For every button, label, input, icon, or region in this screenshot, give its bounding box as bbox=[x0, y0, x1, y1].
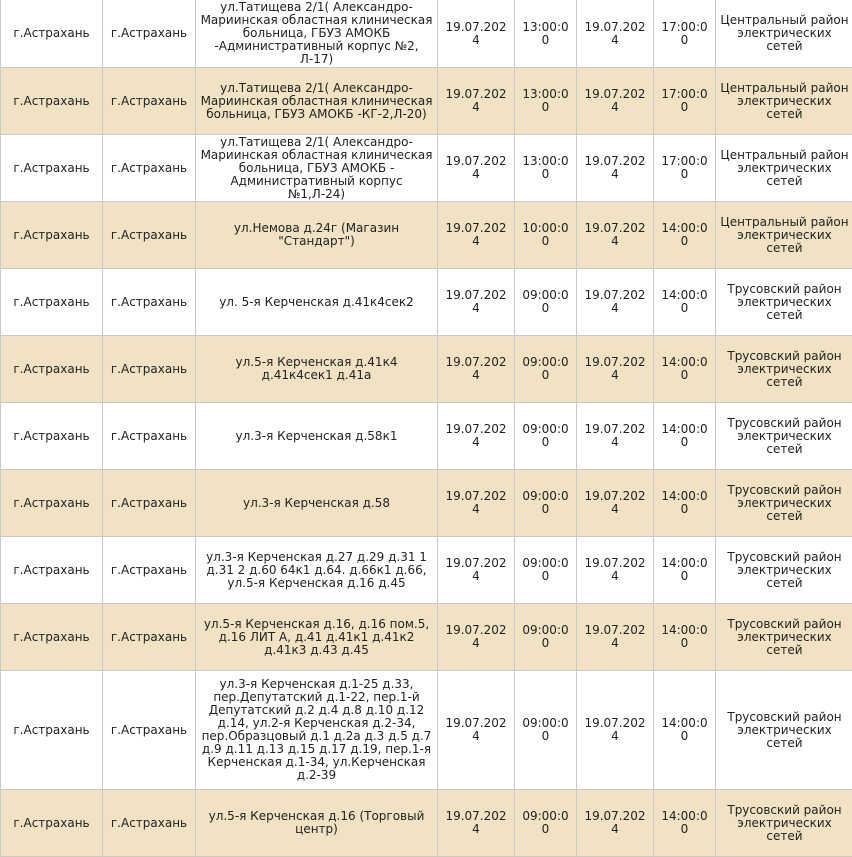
city-cell: г.Астрахань bbox=[103, 470, 196, 537]
city-cell: г.Астрахань bbox=[103, 336, 196, 403]
start-time-cell: 09:00:00 bbox=[515, 336, 577, 403]
table-row bbox=[1, 68, 852, 135]
city-cell: г.Астрахань bbox=[103, 671, 196, 790]
start-date-cell: 19.07.2024 bbox=[438, 470, 515, 537]
end-time-cell: 14:00:00 bbox=[654, 202, 716, 269]
region-cell: г.Астрахань bbox=[1, 403, 103, 470]
region-cell: г.Астрахань bbox=[1, 68, 103, 135]
region-cell: г.Астрахань bbox=[1, 537, 103, 604]
table-row bbox=[1, 537, 852, 604]
city-cell: г.Астрахань bbox=[103, 403, 196, 470]
start-date-cell: 19.07.2024 bbox=[438, 135, 515, 202]
start-time-cell: 10:00:00 bbox=[515, 202, 577, 269]
start-time-cell: 09:00:00 bbox=[515, 790, 577, 857]
end-date-cell: 19.07.2024 bbox=[577, 336, 654, 403]
address-cell: ул.3-я Керченская д.1-25 д.33, пер.Депутатский д.1-22, пер.1-й Депутатский д.2 д.4 д.8 д.10 д.12 д.14, ул.2-я Керченская д.2-34, пер.Образцовый д.1 д.2а д.3 д.5 д.7 д.9 д.11 д.13 д.15 д.17 д.19, пер.1-я Керченская д.1-34, ул.Керченская д.2-39 bbox=[196, 671, 438, 790]
end-date-cell: 19.07.2024 bbox=[577, 790, 654, 857]
address-cell: ул.Немова д.24г (Магазин "Стандарт") bbox=[196, 202, 438, 269]
table-row bbox=[1, 0, 852, 68]
table-row bbox=[1, 671, 852, 790]
start-date-cell: 19.07.2024 bbox=[438, 604, 515, 671]
region-cell: г.Астрахань bbox=[1, 0, 103, 68]
network-cell: Центральный район электрических сетей bbox=[716, 0, 852, 68]
region-cell: г.Астрахань bbox=[1, 604, 103, 671]
network-cell: Центральный район электрических сетей bbox=[716, 135, 852, 202]
city-cell: г.Астрахань bbox=[103, 135, 196, 202]
start-time-cell: 09:00:00 bbox=[515, 671, 577, 790]
end-time-cell: 14:00:00 bbox=[654, 790, 716, 857]
table-row bbox=[1, 790, 852, 857]
end-time-cell: 17:00:00 bbox=[654, 68, 716, 135]
end-date-cell: 19.07.2024 bbox=[577, 537, 654, 604]
network-cell: Трусовский район электрических сетей bbox=[716, 403, 852, 470]
region-cell: г.Астрахань bbox=[1, 790, 103, 857]
start-date-cell: 19.07.2024 bbox=[438, 336, 515, 403]
end-date-cell: 19.07.2024 bbox=[577, 135, 654, 202]
end-date-cell: 19.07.2024 bbox=[577, 0, 654, 68]
start-date-cell: 19.07.2024 bbox=[438, 68, 515, 135]
end-time-cell: 14:00:00 bbox=[654, 604, 716, 671]
network-cell: Трусовский район электрических сетей bbox=[716, 790, 852, 857]
start-date-cell: 19.07.2024 bbox=[438, 403, 515, 470]
end-date-cell: 19.07.2024 bbox=[577, 470, 654, 537]
end-time-cell: 14:00:00 bbox=[654, 470, 716, 537]
city-cell: г.Астрахань bbox=[103, 790, 196, 857]
address-cell: ул.5-я Керченская д.16 (Торговый центр) bbox=[196, 790, 438, 857]
start-date-cell: 19.07.2024 bbox=[438, 269, 515, 336]
region-cell: г.Астрахань bbox=[1, 671, 103, 790]
network-cell: Трусовский район электрических сетей bbox=[716, 470, 852, 537]
city-cell: г.Астрахань bbox=[103, 68, 196, 135]
region-cell: г.Астрахань bbox=[1, 202, 103, 269]
city-cell: г.Астрахань bbox=[103, 537, 196, 604]
table-row bbox=[1, 604, 852, 671]
end-time-cell: 17:00:00 bbox=[654, 135, 716, 202]
city-cell: г.Астрахань bbox=[103, 269, 196, 336]
end-date-cell: 19.07.2024 bbox=[577, 202, 654, 269]
region-cell: г.Астрахань bbox=[1, 336, 103, 403]
address-cell: ул.Татищева 2/1( Александро-Мариинская областная клиническая больница, ГБУЗ АМОКБ -Административный корпус №2, Л-17) bbox=[196, 0, 438, 68]
network-cell: Центральный район электрических сетей bbox=[716, 68, 852, 135]
network-cell: Трусовский район электрических сетей bbox=[716, 269, 852, 336]
table-row bbox=[1, 135, 852, 202]
address-cell: ул.5-я Керченская д.16, д.16 пом.5, д.16 ЛИТ А, д.41 д.41к1 д.41к2 д.41к3 д.43 д.45 bbox=[196, 604, 438, 671]
start-time-cell: 09:00:00 bbox=[515, 269, 577, 336]
network-cell: Трусовский район электрических сетей bbox=[716, 537, 852, 604]
network-cell: Трусовский район электрических сетей bbox=[716, 671, 852, 790]
end-time-cell: 14:00:00 bbox=[654, 537, 716, 604]
address-cell: ул.Татищева 2/1( Александро-Мариинская областная клиническая больница, ГБУЗ АМОКБ -КГ-2,Л-20) bbox=[196, 68, 438, 135]
address-cell: ул.3-я Керченская д.27 д.29 д.31 1 д.31 2 д.60 64к1 д.64. д.66к1 д.66, ул.5-я Керченская д.16 д.45 bbox=[196, 537, 438, 604]
region-cell: г.Астрахань bbox=[1, 269, 103, 336]
city-cell: г.Астрахань bbox=[103, 0, 196, 68]
end-date-cell: 19.07.2024 bbox=[577, 671, 654, 790]
end-time-cell: 14:00:00 bbox=[654, 336, 716, 403]
city-cell: г.Астрахань bbox=[103, 604, 196, 671]
start-time-cell: 09:00:00 bbox=[515, 403, 577, 470]
table-body bbox=[1, 0, 852, 857]
address-cell: ул.3-я Керченская д.58 bbox=[196, 470, 438, 537]
start-time-cell: 09:00:00 bbox=[515, 604, 577, 671]
end-date-cell: 19.07.2024 bbox=[577, 604, 654, 671]
end-time-cell: 14:00:00 bbox=[654, 403, 716, 470]
region-cell: г.Астрахань bbox=[1, 470, 103, 537]
end-time-cell: 14:00:00 bbox=[654, 269, 716, 336]
end-time-cell: 17:00:00 bbox=[654, 0, 716, 68]
table-row bbox=[1, 470, 852, 537]
end-time-cell: 14:00:00 bbox=[654, 671, 716, 790]
start-date-cell: 19.07.2024 bbox=[438, 202, 515, 269]
address-cell: ул.3-я Керченская д.58к1 bbox=[196, 403, 438, 470]
start-time-cell: 09:00:00 bbox=[515, 470, 577, 537]
address-cell: ул. 5-я Керченская д.41к4сек2 bbox=[196, 269, 438, 336]
network-cell: Трусовский район электрических сетей bbox=[716, 604, 852, 671]
start-date-cell: 19.07.2024 bbox=[438, 537, 515, 604]
start-time-cell: 13:00:00 bbox=[515, 68, 577, 135]
address-cell: ул.Татищева 2/1( Александро-Мариинская областная клиническая больница, ГБУЗ АМОКБ - Административный корпус №1,Л-24) bbox=[196, 135, 438, 202]
start-date-cell: 19.07.2024 bbox=[438, 790, 515, 857]
start-time-cell: 09:00:00 bbox=[515, 537, 577, 604]
start-time-cell: 13:00:00 bbox=[515, 0, 577, 68]
address-cell: ул.5-я Керченская д.41к4 д.41к4сек1 д.41а bbox=[196, 336, 438, 403]
end-date-cell: 19.07.2024 bbox=[577, 403, 654, 470]
network-cell: Трусовский район электрических сетей bbox=[716, 336, 852, 403]
network-cell: Центральный район электрических сетей bbox=[716, 202, 852, 269]
table-row bbox=[1, 336, 852, 403]
end-date-cell: 19.07.2024 bbox=[577, 68, 654, 135]
table-row bbox=[1, 269, 852, 336]
region-cell: г.Астрахань bbox=[1, 135, 103, 202]
table-row bbox=[1, 202, 852, 269]
city-cell: г.Астрахань bbox=[103, 202, 196, 269]
start-date-cell: 19.07.2024 bbox=[438, 671, 515, 790]
start-date-cell: 19.07.2024 bbox=[438, 0, 515, 68]
table-row bbox=[1, 403, 852, 470]
start-time-cell: 13:00:00 bbox=[515, 135, 577, 202]
end-date-cell: 19.07.2024 bbox=[577, 269, 654, 336]
